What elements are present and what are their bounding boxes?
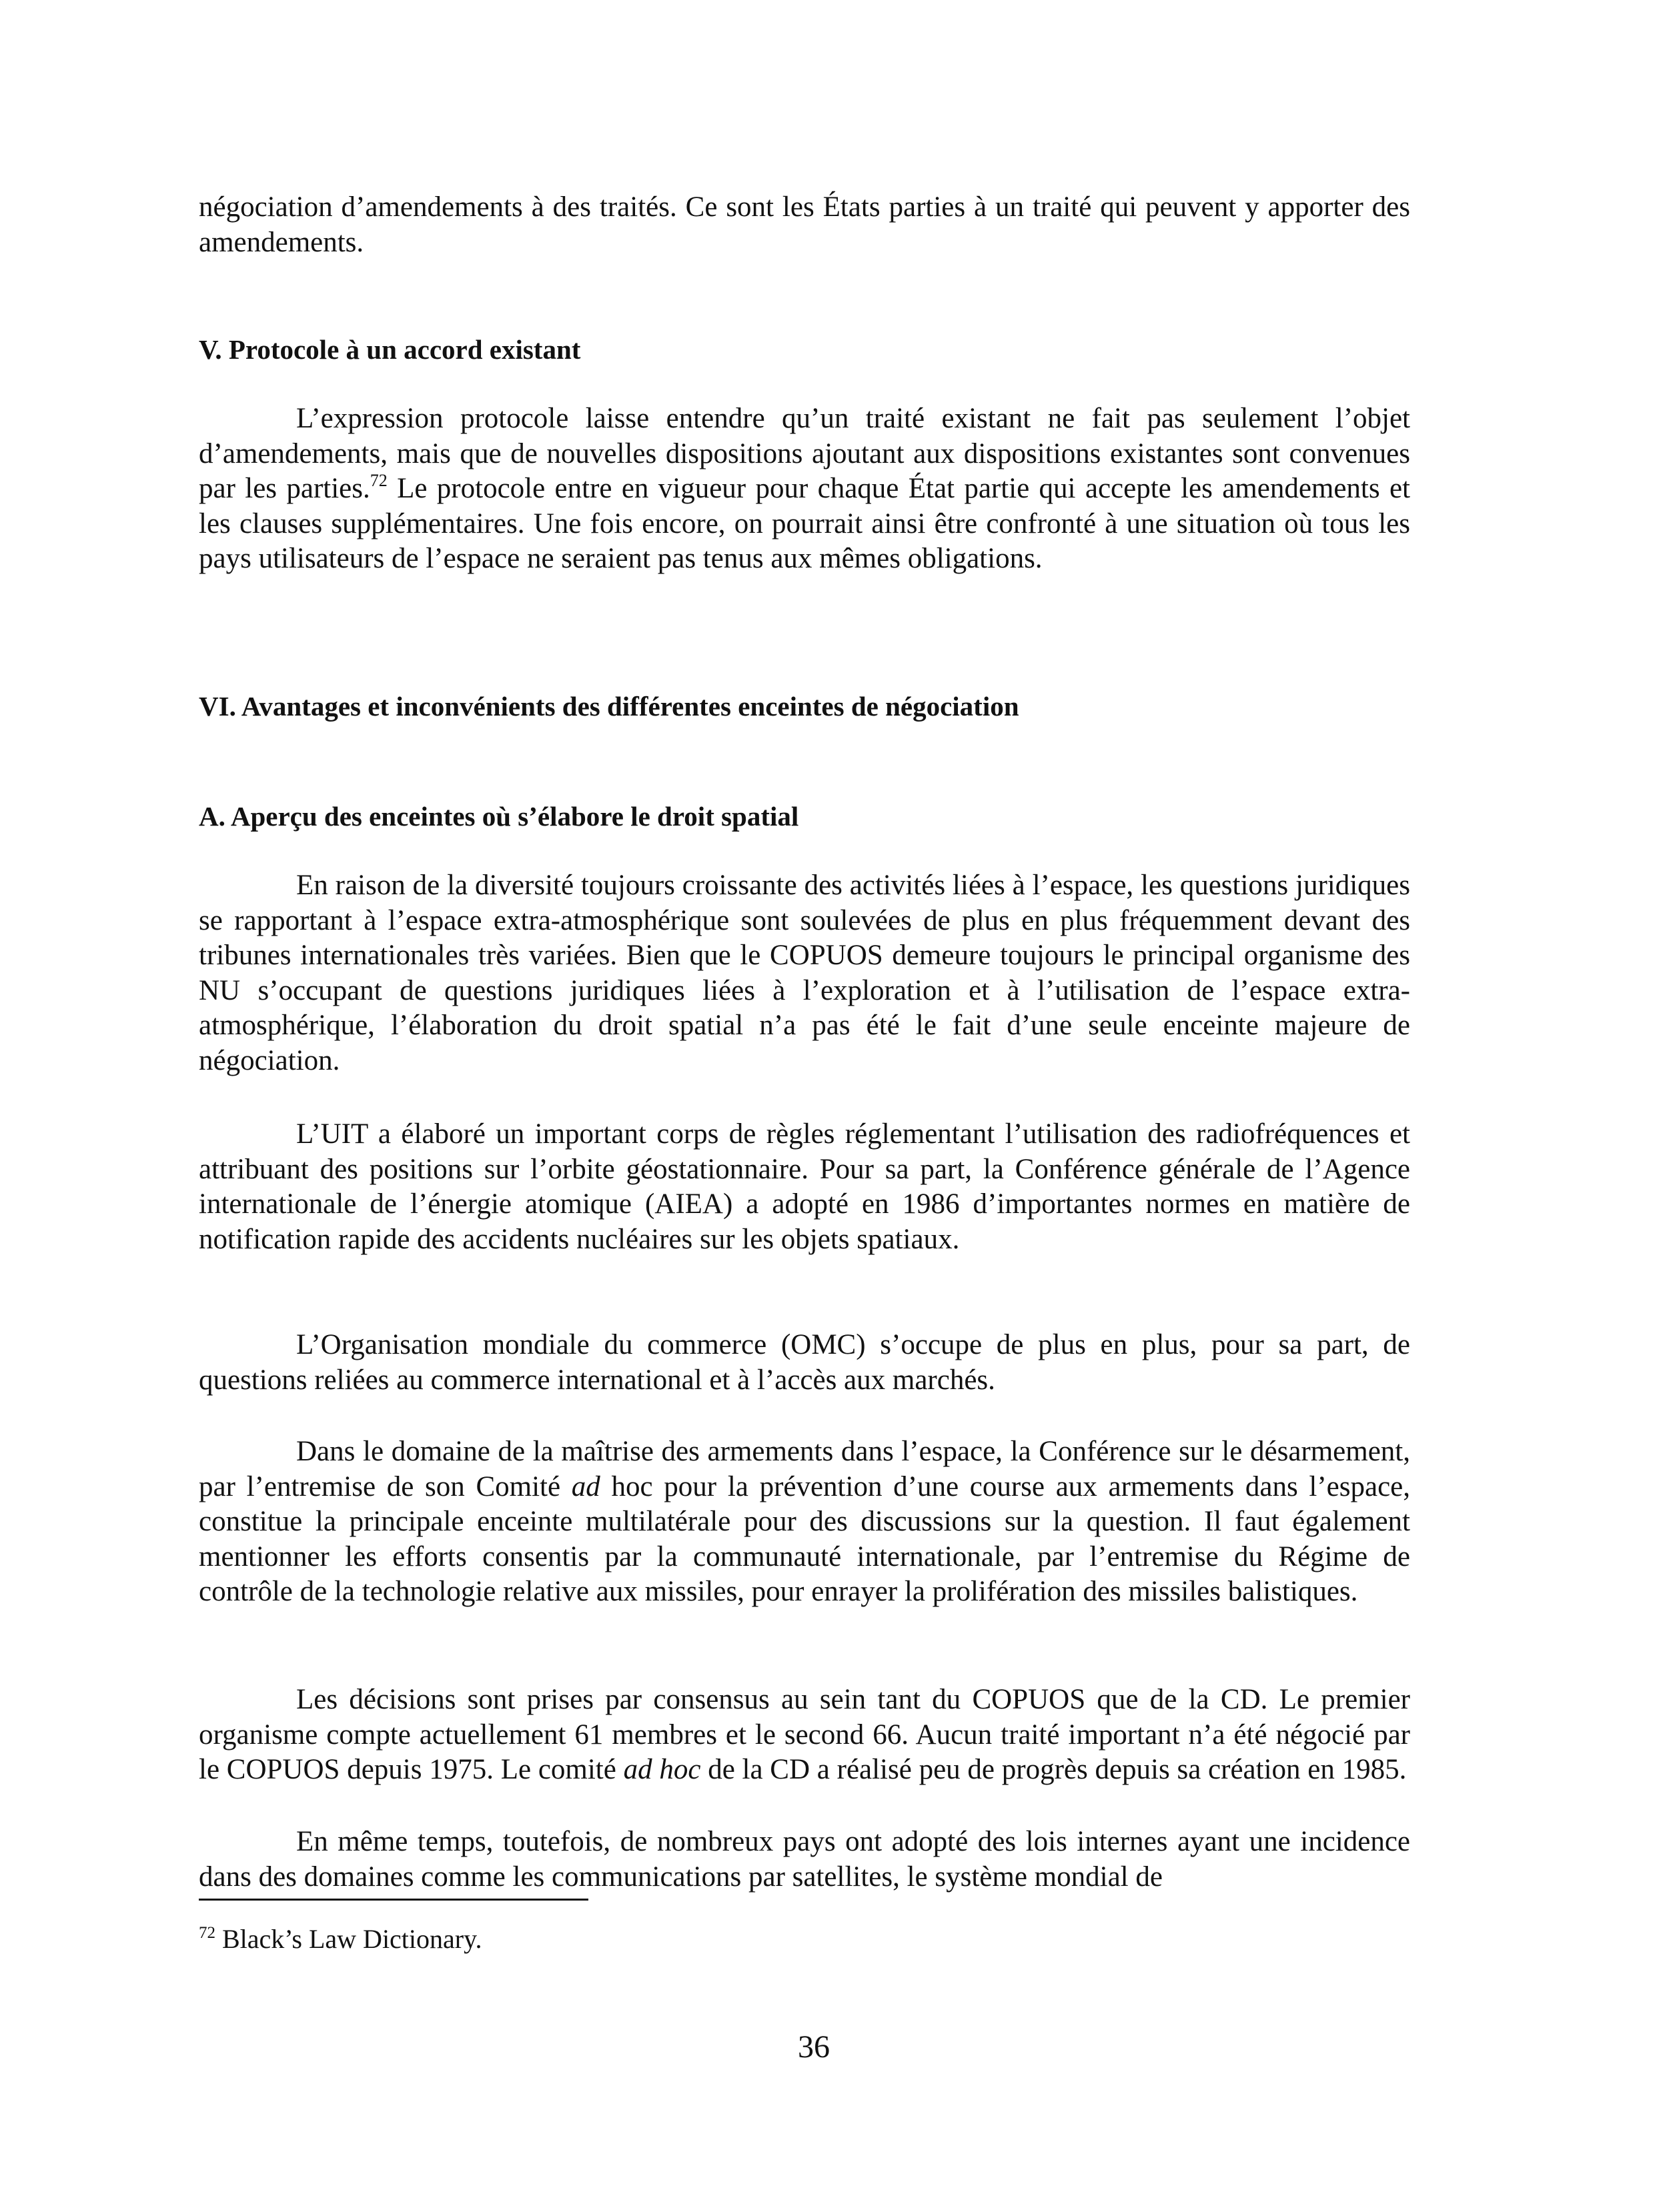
paragraph-decisions-text-cont: de la CD a réalisé peu de progrès depuis sa création en 1985. (700, 1754, 1407, 1785)
paragraph-protocole-text-cont: Le protocole entre en vigueur pour chaque État partie qui accepte les amendements et les clauses supplémentaires. Une fois encore, on pourrait ainsi être confronté à une situation où tous les pays utilisateurs de l’espace ne seraient pas tenus aux mêmes obligations. (199, 473, 1410, 574)
italic-ad-hoc: ad hoc (623, 1754, 701, 1785)
footnote-reference: 72 (370, 471, 388, 490)
paragraph-desarmement-text: Dans le domaine de la maîtrise des armements dans l’espace, la Conférence sur le désarmement, par l’entremise de son Comité (199, 1436, 1410, 1502)
paragraph-desarmement (199, 1434, 1410, 1610)
italic-ad: ad (571, 1470, 600, 1502)
paragraph-lois-internes: En même temps, toutefois, de nombreux pays ont adopté des lois internes ayant une incidence dans des domaines comme les communications par satellites, le système mondial de (199, 1826, 1410, 1893)
paragraph-decisions-text: Les décisions sont prises par consensus au sein tant du COPUOS que de la CD. Le premier organisme compte actuellement 61 membres et le second 66. Aucun traité important n’a été négocié par le COPUOS depuis 1975. Le comité (199, 1684, 1410, 1785)
paragraph-protocole-text: L’expression protocole laisse entendre qu’un traité existant ne fait pas seulement l’objet d’amendements, mais que de nouvelles dispositions ajoutant aux dispositions existantes sont convenues par les parties. (199, 403, 1410, 504)
heading-section-v: V. Protocole à un accord existant (199, 334, 581, 365)
footnote (199, 1923, 482, 1956)
paragraph-protocole (199, 401, 1410, 577)
paragraph-uit: L’UIT a élaboré un important corps de règles réglementant l’utilisation des radiofréquences et attribuant des positions sur l’orbite géostationnaire. Pour sa part, la Conférence générale de l’Agence internationale de l’énergie atomique (AIEA) a adopté en 1986 d’importantes normes en matière de notification rapide des accidents nucléaires sur les objets spatiaux. (199, 1118, 1410, 1255)
page-number: 36 (798, 2029, 830, 2065)
heading-section-a: A. Aperçu des enceintes où s’élabore le droit spatial (199, 801, 799, 832)
heading-section-vi: VI. Avantages et inconvénients des différentes enceintes de négociation (199, 691, 1019, 722)
paragraph-intro: négociation d’amendements à des traités. Ce sont les États parties à un traité qui peuvent y apporter des amendements. (199, 191, 1410, 258)
paragraph-desarmement-text-cont: hoc pour la prévention d’une course aux armements dans l’espace, constitue la principale enceinte multilatérale pour des discussions sur la question. Il faut également mentionner les efforts consentis par la communauté internationale, par l’entremise du Régime de contrôle de la technologie relative aux missiles, pour enrayer la prolifération des missiles balistiques. (199, 1470, 1410, 1607)
paragraph-omc: L’Organisation mondiale du commerce (OMC) s’occupe de plus en plus, pour sa part, de questions reliées au commerce international et à l’accès aux marchés. (199, 1329, 1410, 1396)
footnote-separator (199, 1899, 588, 1901)
footnote-text: Black’s Law Dictionary. (215, 1924, 482, 1954)
paragraph-decisions (199, 1683, 1410, 1788)
footnote-number: 72 (199, 1924, 215, 1942)
paragraph-diversite: En raison de la diversité toujours croissante des activités liées à l’espace, les questions juridiques se rapportant à l’espace extra-atmosphérique sont soulevées de plus en plus fréquemment devant des tribunes internationales très variées. Bien que le COPUOS demeure toujours le principal organisme des NU s’occupant de questions juridiques liées à l’exploration et à l’utilisation de l’espace extra-atmosphérique, l’élaboration du droit spatial n’a pas été le fait d’une seule enceinte majeure de négociation. (199, 870, 1410, 1076)
